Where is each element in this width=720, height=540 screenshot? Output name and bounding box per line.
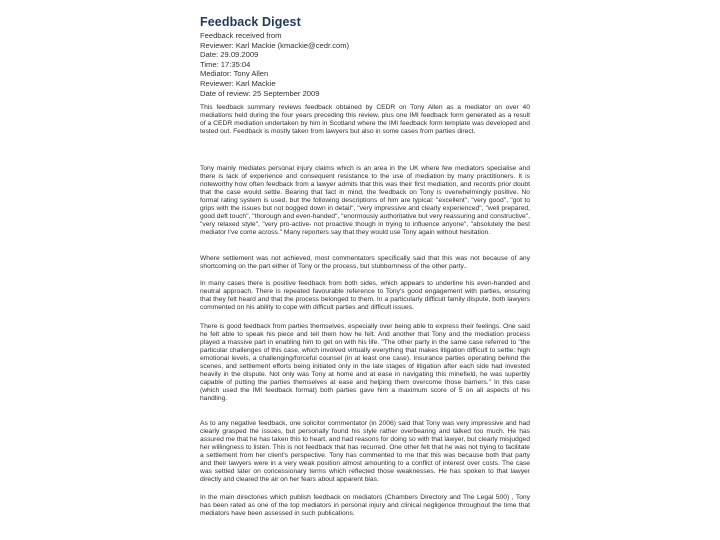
paragraph-negative-feedback: As to any negative feedback, one solicitor commentator (in 2006) said that Tony was very impressive and had clearly grasped the issues, but personally found his style rather overbearing and talked too much. He has assured me that he has taken this to heart, and had reasons for doing so with that lawyer, but clearly misjudged her willingness to listen. This is not feedback that has recurred. One other felt that he was not trying to facilitate a settlement from her client's perspective. Tony has commented to me that this was because both that party and their lawyers were in a very weak position almost amounting to a conflict of interest over costs. The case was settled later on concessionary terms which reflected those weaknesses. He has spoken to that lawyer directly and cleared the air on her fears about apparent bias.: [200, 420, 530, 483]
meta-reviewer: Reviewer: Karl Mackie: [200, 78, 276, 88]
paragraph-directories: In the main directories which publish feedback on mediators (Chambers Directory and The Legal 500) , Tony has been rated as one of the top mediators in personal injury and clinical negligence throughout the time that mediators have been assessed in such publications.: [200, 494, 530, 517]
meta-reviewer-email: Reviewer: Karl Mackie (kmackie@cedr.com): [200, 40, 350, 50]
paragraph-summary-intro: This feedback summary reviews feedback obtained by CEDR on Tony Allen as a mediator on over 40 mediations held during the four years preceding this review, plus one IMI feedback form generated as a result of a CEDR mediation undertaken by him in Scotland where the IMI feedback form template was developed and tested out. Feedback is mostly taken from lawyers but also in some cases from parties direct.: [200, 104, 530, 135]
document-meta: [200, 31, 349, 98]
paragraph-personal-injury: Tony mainly mediates personal injury claims which is an area in the UK where few mediators specialise and there is lack of experience and consequent resistance to the use of mediation by many practitioners. It is noteworthy how often feedback from a lawyer admits that this was their first mediation, and records prior doubt that the case would settle. Bearing that fact in mind, the feedback on Tony is overwhelmingly positive. No formal rating system is used, but the following descriptions of him are typical: "excellent", "very good", "got to grips with the issues but not bogged down in detail", "very impressive and clearly experienced", "well prepared, good deft touch", "thorough and even-handed", "enormously authoritative but very reassuring and constructive", "very relaxed style", "very pro-active- not proactive though in trying to influence anyone", "absolutely the best mediator I've come across." Many reporters say that they would use Tony again without hesitation.: [200, 165, 530, 236]
meta-date-of-review: Date of review: 25 September 2009: [200, 88, 320, 98]
meta-time: Time: 17:35:04: [200, 59, 251, 69]
paragraph-both-sides: In many cases there is positive feedback from both sides, which appears to underline his even-handed and neutral approach. There is repeated favourable reference to Tony's good engagement with parties, ensuring that they felt heard and that the process belonged to them. In a particularly difficult family dispute, both lawyers commented on his ability to cope with difficult parties and difficult issues.: [200, 280, 530, 311]
meta-feedback-received: Feedback received from: [200, 31, 282, 40]
document-title: Feedback Digest: [200, 15, 301, 29]
meta-date: Date: 29.09.2009: [200, 50, 259, 60]
paragraph-settlement-not-achieved: Where settlement was not achieved, most commentators specifically said that this was not because of any shortcoming on the part either of Tony or the process, but stubbornness of the other party..: [200, 255, 530, 270]
meta-mediator: Mediator: Tony Allen: [200, 69, 269, 79]
paragraph-parties-feedback: There is good feedback from parties themselves, especially over being able to express their feelings. One said he felt able to speak his piece and tell them how he felt. And another that Tony and the mediation process played a massive part in enabling him to get on with his life. "The other party in the same case referred to "the particular challenges of this case, which involved virtually everything that makes litigation difficult to settle: high emotional levels, a challenging/forceful counsel (in at least one case). Insurance parties operating behind the scenes, and settlement efforts being initiated only in the late stages of litigation after each side had invested heavily in the dispute. Not only was Tony at home and at ease in navigating this minefield, he was superbly capable of putting the parties themselves at ease and helping them overcome those barriers." In this case (which used the IMI feedback format) both parties gave him a maximum score of 5 on all aspects of his handling.: [200, 323, 530, 402]
